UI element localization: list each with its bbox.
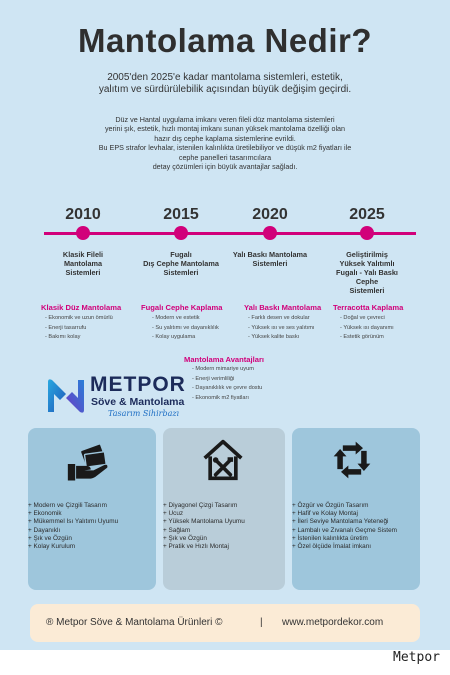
list-item: - Modern mimariye uyum xyxy=(192,366,254,372)
list-item: + Sağlam xyxy=(163,526,191,534)
footer-banner xyxy=(30,604,420,642)
intro-line: cephe panelleri tasarımcılara xyxy=(178,152,272,162)
list-item: + Özel ölçüde İmalat imkanı xyxy=(292,543,372,551)
logo-name: METPOR xyxy=(90,373,186,396)
metpor-logo-icon xyxy=(46,376,86,416)
category-list xyxy=(248,314,314,343)
timeline-dot xyxy=(360,226,374,240)
intro-text xyxy=(60,115,390,171)
list-item: + Diyagonel Çizgi Tasarım xyxy=(163,502,238,509)
logo-subtitle: Söve & Mantolama xyxy=(91,396,185,408)
list-item: - Modern ve estetik xyxy=(152,315,200,321)
intro-line: detay çözümleri için büyük avantajlar sağladı. xyxy=(152,162,298,172)
timeline-label: Yalı Baskı Mantolama Sistemleri xyxy=(232,250,308,268)
list-item: + Pratik ve Hızlı Montaj xyxy=(163,543,229,551)
recycle-arrows-icon xyxy=(330,438,374,482)
list-item: + İstenilen kalınlıkta üretim xyxy=(292,534,368,542)
list-item: + Ekonomik xyxy=(28,510,62,518)
category-title: Yalı Baskı Mantolama xyxy=(244,303,322,312)
footer-website-link[interactable]: www.metpordekor.com xyxy=(282,617,384,628)
timeline-label: Fugalı Dış Cephe Mantolama Sistemleri xyxy=(143,250,219,277)
house-tools-icon xyxy=(201,438,245,482)
timeline-dot xyxy=(263,226,277,240)
category-title: Klasik Düz Mantolama xyxy=(41,303,122,312)
card-feature-list xyxy=(292,502,397,551)
category-title: Fugalı Cephe Kaplama xyxy=(141,303,223,312)
list-item: + Şık ve Özgün xyxy=(28,534,72,542)
feature-card xyxy=(163,428,285,590)
advantages-list xyxy=(192,365,262,403)
list-item: - Kolay uygulama xyxy=(152,334,196,341)
list-item: - Ekonomik m2 fiyatları xyxy=(192,394,249,401)
list-item: - Ekonomik ve uzun ömürlü xyxy=(45,315,113,321)
intro-line: hazır dış cephe kaplama sistemlerine evrildi. xyxy=(154,133,296,143)
list-item: - Yüksek ısı dayanımı xyxy=(340,324,394,331)
subtitle: 2005'den 2025'e kadar mantolama sistemleri, estetik, yalıtım ve sürdürülebilik açısından büyük değişim geçirdi. xyxy=(98,72,352,95)
footer-copyright: ® Metpor Söve & Mantolama Ürünleri © xyxy=(46,617,223,628)
intro-line: yerini şık, estetik, hızlı montaj imkanı sunan yüksek mantolama özelliği olan xyxy=(104,124,346,134)
feature-card xyxy=(292,428,420,590)
list-item: - Doğal ve çevreci xyxy=(340,315,385,321)
page-title: Mantolama Nedir? xyxy=(77,22,373,59)
intro-line: Düz ve Hantal uygulama imkanı veren fileli düz mantolama sistemleri xyxy=(115,115,335,124)
list-item: - Bakımı kolay xyxy=(45,334,81,341)
feature-card xyxy=(28,428,156,590)
list-item: + Özgür ve Özgün Tasarım xyxy=(292,502,369,509)
list-item: - Enerji tasarrufu xyxy=(45,324,87,331)
list-item: + Hafif ve Kolay Montaj xyxy=(292,510,358,518)
list-item: - Yüksek kalite baskı xyxy=(248,334,300,341)
list-item: - Enerji verimliliği xyxy=(192,375,235,382)
list-item: - Yüksek ısı ve ses yalıtımı xyxy=(248,324,315,331)
timeline-year: 2015 xyxy=(163,206,199,223)
list-item: + Modern ve Çizgili Tasarım xyxy=(28,502,107,509)
timeline-label: Geliştirilmiş Yüksek Yalıtımlı Fugalı - Yalı Baskı Cephe Sistemleri xyxy=(336,250,398,295)
timeline-label: Klasik Fileli Mantolama Sistemleri xyxy=(62,250,104,277)
list-item: + Lambalı ve Zıvanalı Geçme Sistem xyxy=(292,526,397,534)
timeline-dot xyxy=(174,226,188,240)
timeline-year: 2010 xyxy=(65,206,101,223)
timeline-year: 2020 xyxy=(252,206,288,223)
list-item: + Kolay Kurulum xyxy=(28,543,76,551)
list-item: - Estetik görünüm xyxy=(340,334,384,341)
card-feature-list xyxy=(28,502,118,551)
timeline-year: 2025 xyxy=(349,206,385,223)
category-list xyxy=(45,314,113,343)
timeline-dot xyxy=(76,226,90,240)
list-item: - Dayanıklılık ve çevre dostu xyxy=(192,385,263,392)
logo-tagline: Tasarım Sihirbazı xyxy=(108,409,180,418)
intro-line: Bu EPS strafor levhalar, istenilen kalınlıkta üretilebiliyor ve düşük m2 fiyatları ile xyxy=(98,143,352,153)
list-item: + Yüksek Mantolama Uyumu xyxy=(163,518,245,526)
footer-separator: | xyxy=(260,617,263,628)
brand-watermark: Metpor xyxy=(393,650,440,665)
list-item: + Şık ve Özgün xyxy=(163,534,207,542)
list-item: + Mükemmel Isı Yalıtımı Uyumu xyxy=(28,518,119,526)
list-item: + İleri Seviye Mantolama Yeteneği xyxy=(292,518,389,526)
category-list xyxy=(152,314,219,343)
card-feature-list xyxy=(163,502,245,551)
category-list xyxy=(340,314,394,343)
advantages-title: Mantolama Avantajları xyxy=(184,355,265,364)
hand-money-icon xyxy=(66,442,110,486)
category-title: Terracotta Kaplama xyxy=(333,303,404,312)
list-item: - Farklı desen ve dokular xyxy=(248,315,310,321)
list-item: + Dayanıklı xyxy=(28,526,61,534)
list-item: - Su yalıtımı ve dayanıklılık xyxy=(152,324,219,331)
list-item: + Ucuz xyxy=(163,510,184,518)
